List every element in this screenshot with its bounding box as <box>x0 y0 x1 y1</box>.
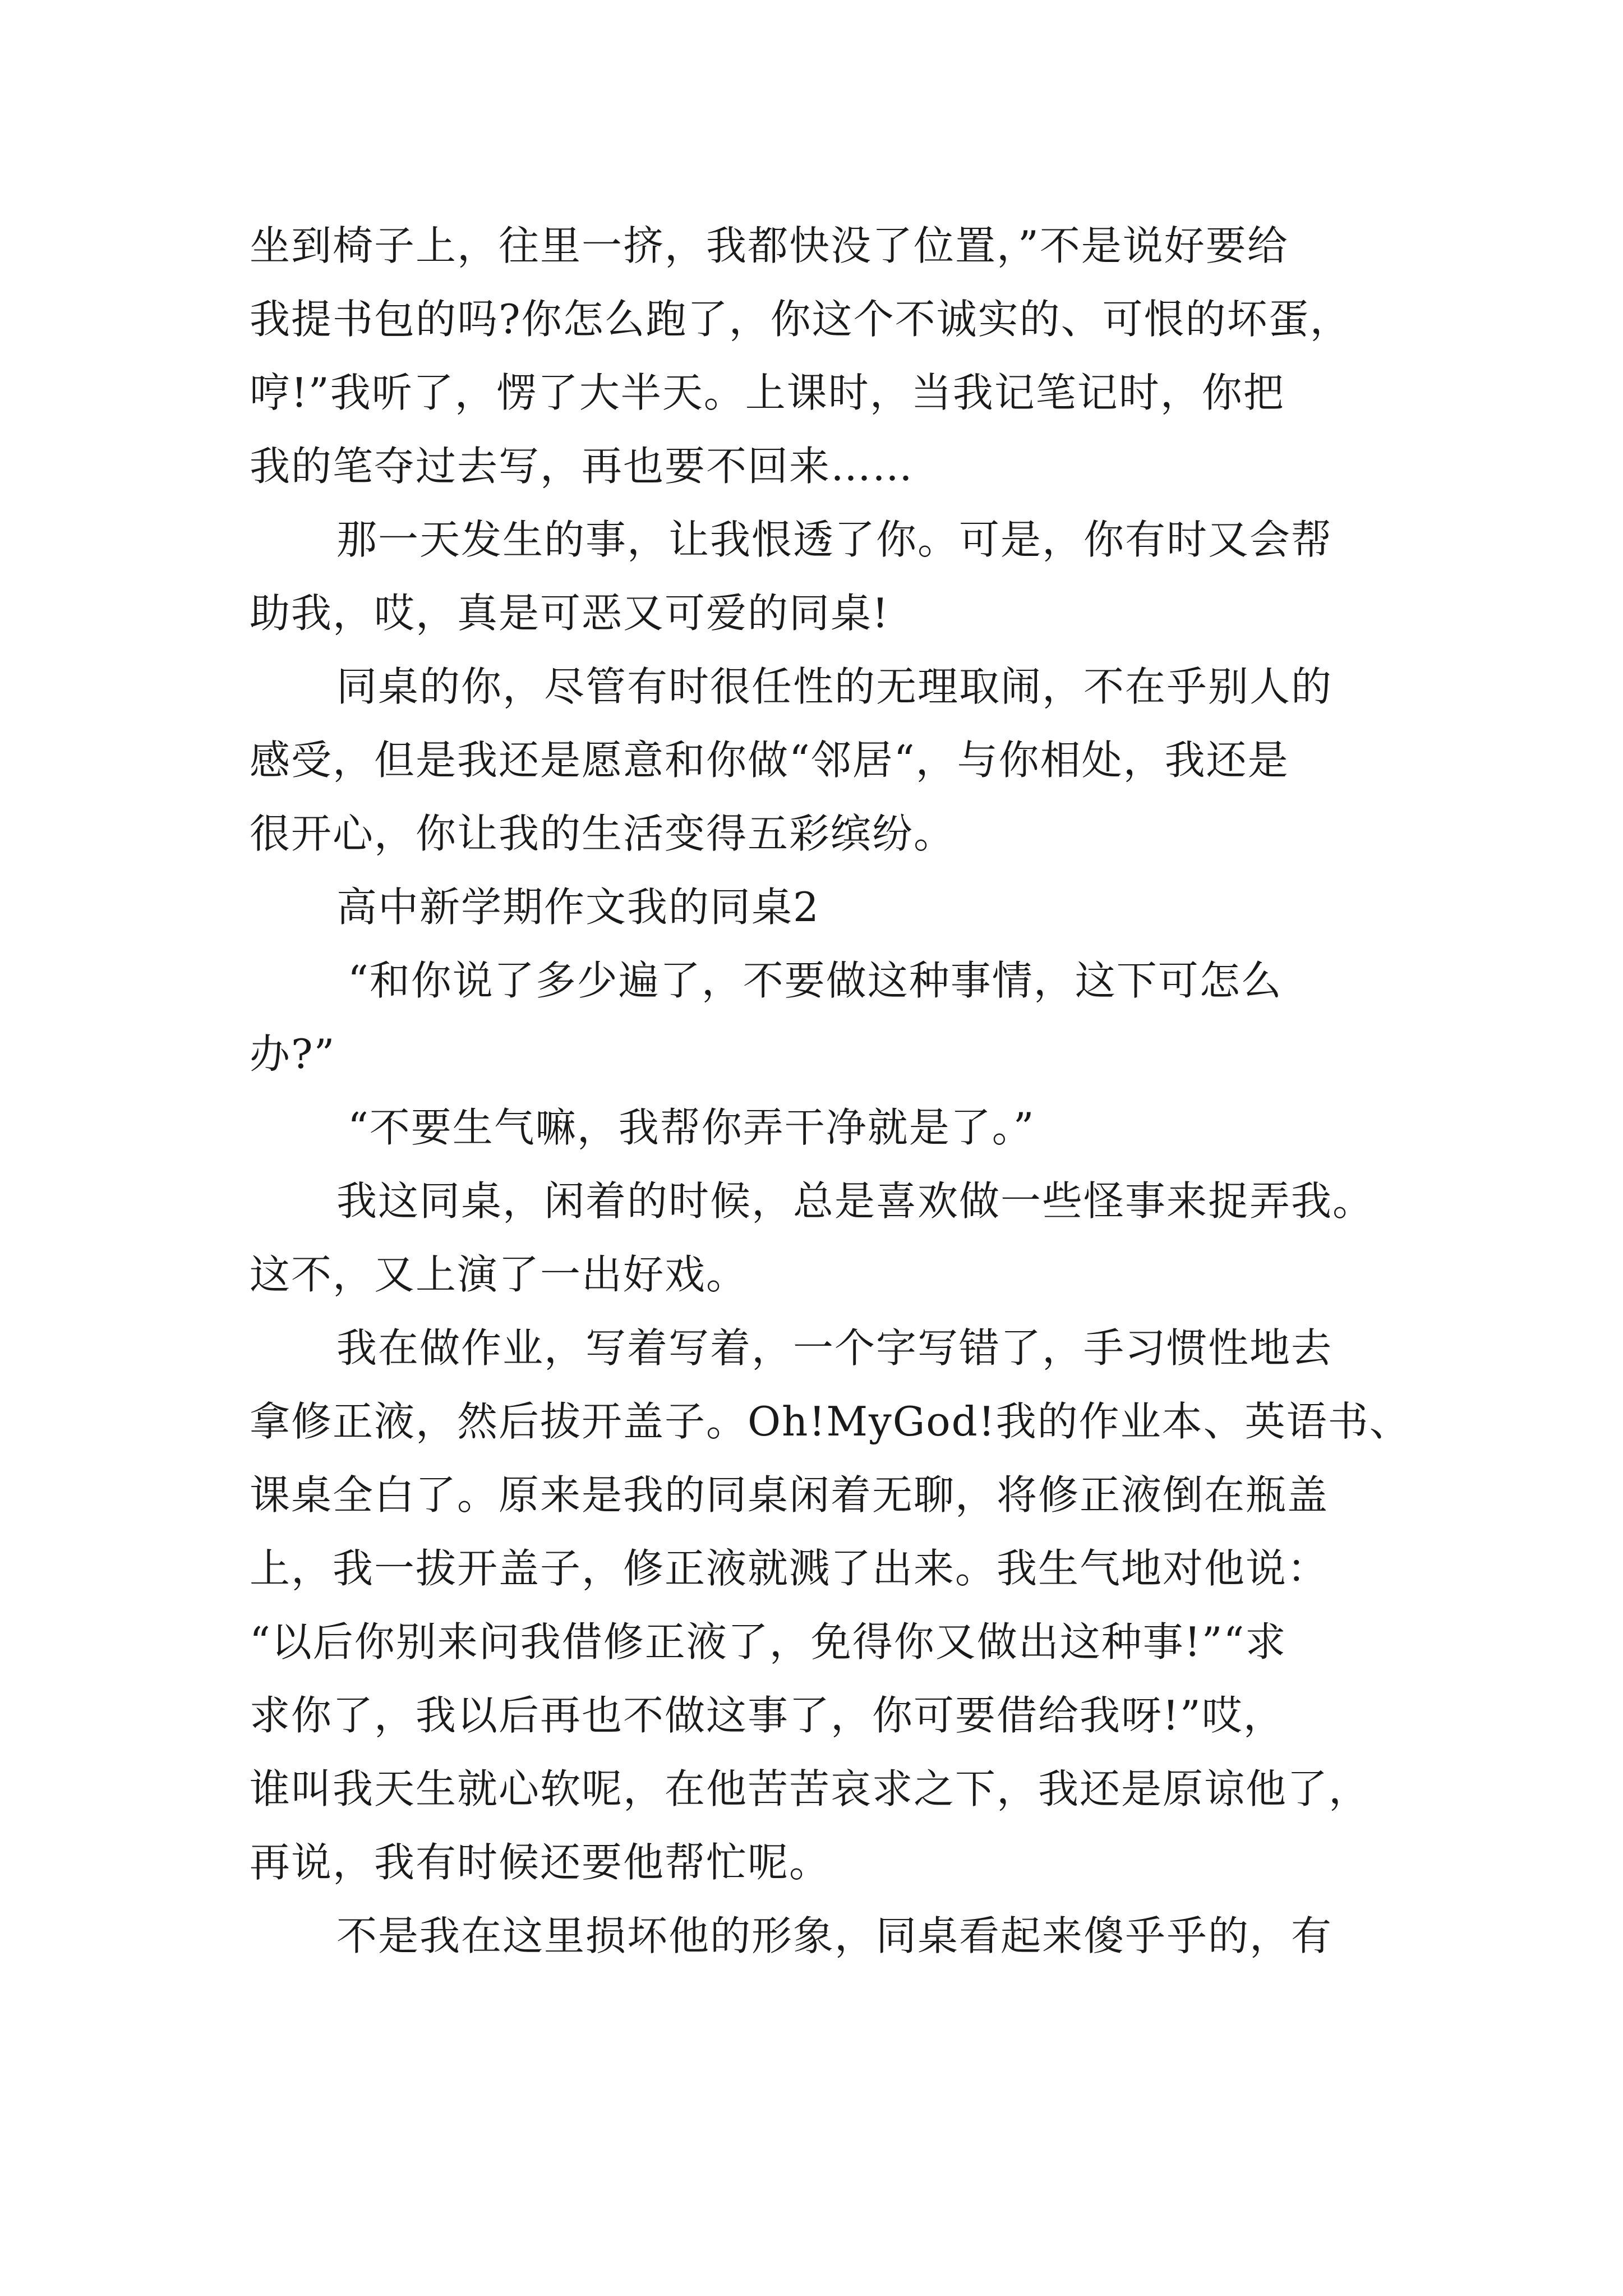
text-line: 助我，哎，真是可恶又可爱的同桌! <box>250 590 889 637</box>
text-line: 感受，但是我还是愿意和你做“邻居“，与你相处，我还是 <box>250 737 1289 784</box>
text-line: 这不，又上演了一出好戏。 <box>250 1251 748 1298</box>
paragraph-start-line: “和你说了多少遍了，不要做这种事情，这下可怎么 <box>348 957 1283 1004</box>
paragraph-start-line: 我在做作业，写着写着，一个字写错了，手习惯性地去 <box>336 1324 1333 1372</box>
paragraph-start-line: 那一天发生的事，让我恨透了你。可是，你有时又会帮 <box>336 516 1333 563</box>
text-line: 很开心，你让我的生活变得五彩缤纷。 <box>250 810 956 857</box>
section-title: 高中新学期作文我的同桌2 <box>336 884 820 931</box>
text-line: “以后你别来问我借修正液了，免得你又做出这种事!”“求 <box>250 1618 1287 1665</box>
paragraph-start-line: 不是我在这里损坏他的形象，同桌看起来傻乎乎的，有 <box>336 1912 1333 1959</box>
text-line: 我提书包的吗?你怎么跑了，你这个不诚实的、可恨的坏蛋， <box>250 296 1352 343</box>
text-line: 我的笔夺过去写，再也要不回来…… <box>250 443 914 490</box>
paragraph-start-line: 同桌的你，尽管有时很任性的无理取闹，不在乎别人的 <box>336 663 1333 710</box>
text-line: 求你了，我以后再也不做这事了，你可要借给我呀!”哎， <box>250 1692 1285 1739</box>
paragraph-start-line: 我这同桌，闲着的时候，总是喜欢做一些怪事来捉弄我。 <box>336 1177 1375 1225</box>
text-line: 拿修正液，然后拔开盖子。Oh!MyGod!我的作业本、英语书、 <box>250 1398 1411 1445</box>
text-line: 办?” <box>250 1030 336 1078</box>
text-line: 坐到椅子上，往里一挤，我都快没了位置，”不是说好要给 <box>250 222 1289 269</box>
text-line: 上，我一拔开盖子，修正液就溅了出来。我生气地对他说： <box>250 1545 1329 1592</box>
text-line: 哼!”我听了，愣了大半天。上课时，当我记笔记时，你把 <box>250 369 1285 416</box>
text-line: 课桌全白了。原来是我的同桌闲着无聊，将修正液倒在瓶盖 <box>250 1471 1329 1519</box>
text-line: 谁叫我天生就心软呢，在他苦苦哀求之下，我还是原谅他了， <box>250 1765 1371 1812</box>
paragraph-start-line: “不要生气嘛，我帮你弄干净就是了。” <box>348 1104 1035 1151</box>
text-line: 再说，我有时候还要他帮忙呢。 <box>250 1839 831 1886</box>
